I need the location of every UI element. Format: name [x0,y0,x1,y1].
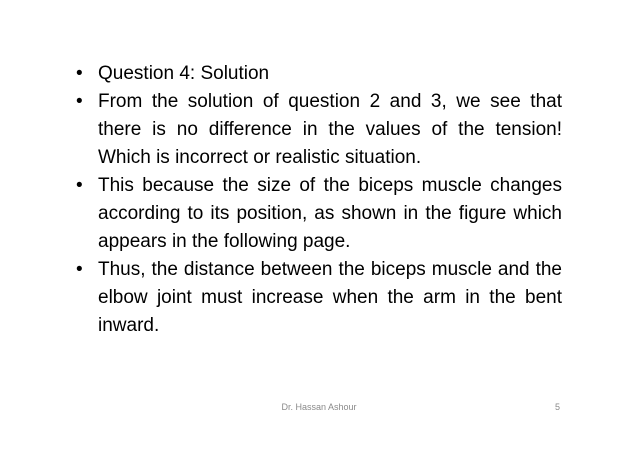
bullet-item [70,256,562,340]
bullet-list [70,60,562,340]
bullet-marker: • [76,63,83,84]
bullet-text: Question 4: Solution [98,63,270,84]
bullet-marker: • [76,259,83,280]
bullet-marker: • [76,175,83,196]
footer-author: Dr. Hassan Ashour [281,402,357,412]
bullet-text: This because the size of the biceps muscle changes according to its position, as shown in the figure which appears in the following page. [98,175,562,252]
bullet-item [70,172,562,256]
page-number: 5 [554,402,560,412]
bullet-text: From the solution of question 2 and 3, we see that there is no difference in the values of the tension! Which is incorrect or realistic situation. [98,91,562,168]
bullet-text: Thus, the distance between the biceps muscle and the elbow joint must increase when the arm in the bent inward. [98,259,562,336]
bullet-item [70,88,562,172]
bullet-item [70,60,562,88]
bullet-marker: • [76,91,83,112]
